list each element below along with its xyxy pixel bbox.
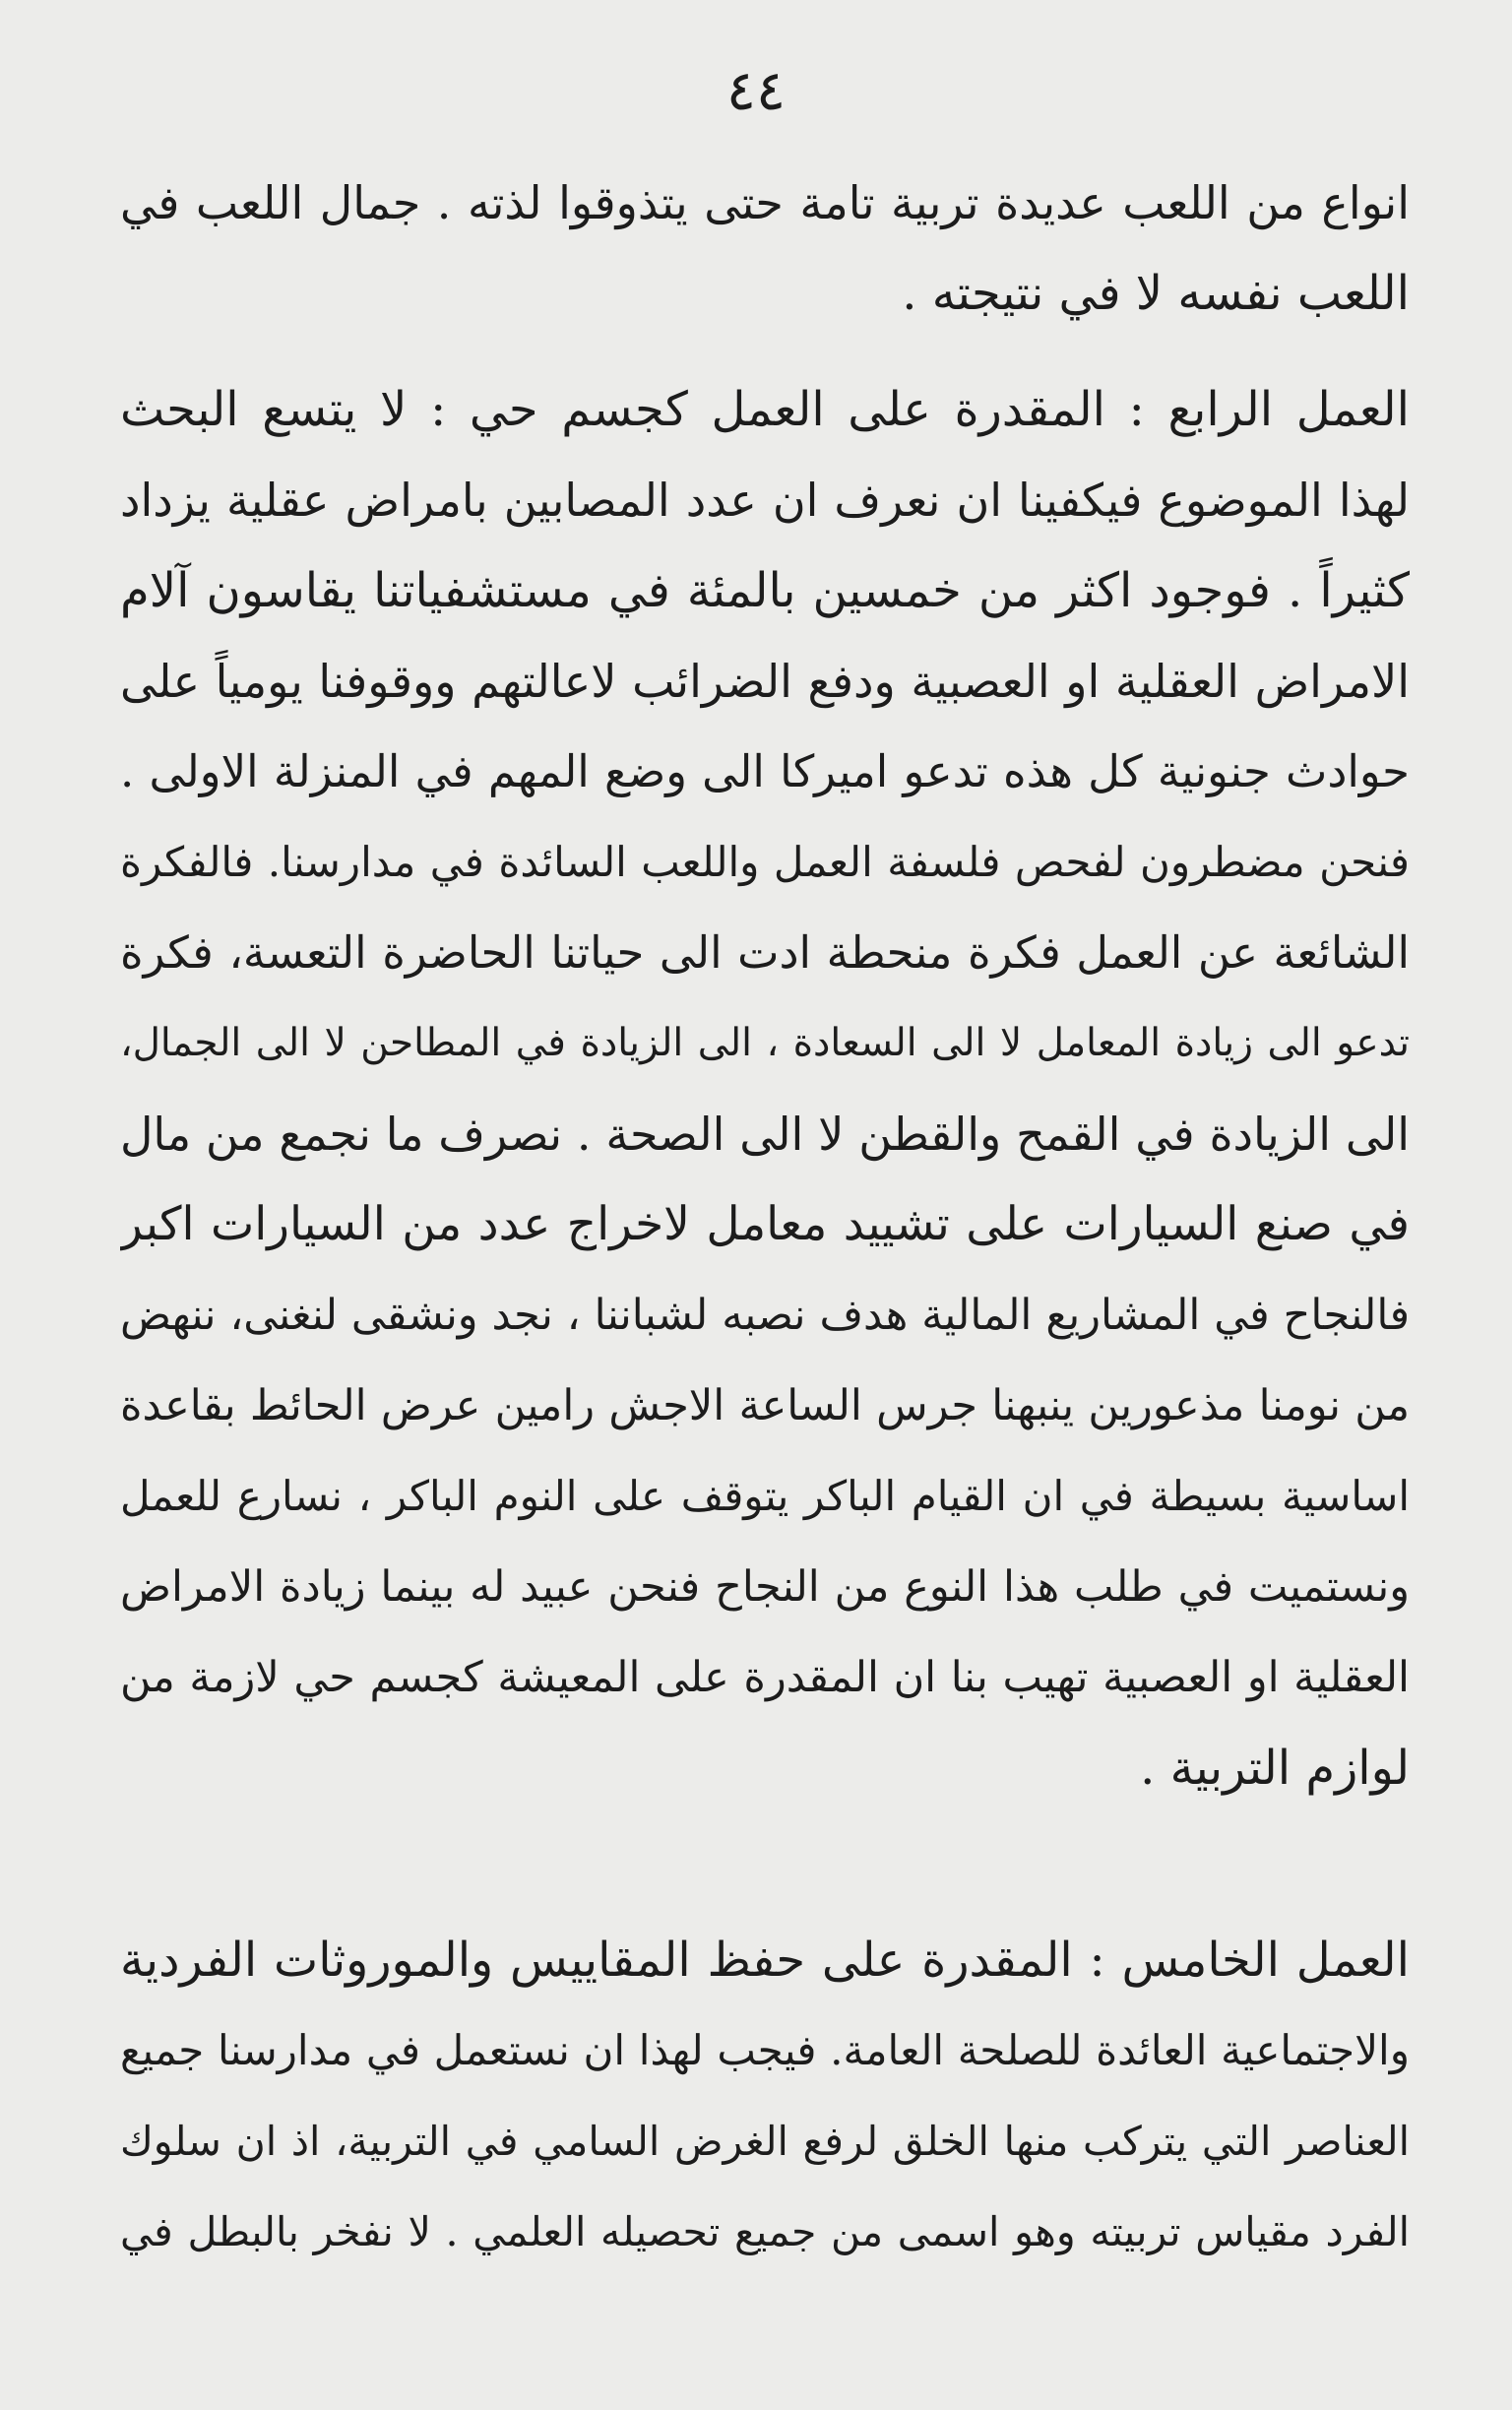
text-line: من نومنا مذعورين ينبهنا جرس الساعة الاجش رامين عرض الحائط بقاعدة: [120, 1381, 1410, 1430]
text-line: لهذا الموضوع فيكفينا ان نعرف ان عدد المصابين بامراض عقلية يزداد: [120, 474, 1410, 527]
paragraph-fifth-aim: [120, 1915, 1410, 2277]
text-line: تدعو الى زيادة المعامل لا الى السعادة ، الى الزيادة في المطاحن لا الى الجمال،: [120, 1021, 1410, 1065]
text-line: كثيراً . فوجود اكثر من خمسين بالمئة في مستشفياتنا يقاسون آلام: [120, 563, 1410, 618]
page-number: ٤٤: [725, 59, 787, 123]
text-line: والاجتماعية العائدة للصلحة العامة. فيجب لهذا ان نستعمل في مدارسنا جميع: [120, 2026, 1410, 2074]
text-line: ونستميت في طلب هذا النوع من النجاح فنحن عبيد له بينما زيادة الامراض: [120, 1562, 1410, 1612]
text-line: انواع من اللعب عديدة تربية تامة حتى يتذوقوا لذته . جمال اللعب في: [120, 176, 1410, 229]
paragraph-fourth-aim: [120, 364, 1410, 1813]
text-line: في صنع السيارات على تشييد معامل لاخراج عدد من السيارات اكبر: [120, 1197, 1410, 1251]
text-line: حوادث جنونية كل هذه تدعو اميركا الى وضع المهم في المنزلة الاولى .: [120, 745, 1410, 797]
paragraph-continued: [120, 158, 1410, 339]
text-line: اللعب نفسه لا في نتيجته .: [902, 266, 1410, 321]
text-line: العمل الخامس : المقدرة على حفظ المقاييس والموروثات الفردية: [120, 1933, 1410, 1988]
text-line: اساسية بسيطة في ان القيام الباكر يتوقف على النوم الباكر ، نسارع للعمل: [120, 1472, 1410, 1520]
text-line: العناصر التي يتركب منها الخلق لرفع الغرض السامي في التربية، اذ ان سلوك: [120, 2118, 1410, 2165]
text-line: الشائعة عن العمل فكرة منحطة ادت الى حياتنا الحاضرة التعسة، فكرة: [120, 926, 1410, 979]
text-line: العقلية او العصبية تهيب بنا ان المقدرة على المعيشة كجسم حي لازمة من: [120, 1653, 1410, 1702]
text-line: فالنجاح في المشاريع المالية هدف نصبه لشباننا ، نجد ونشقى لنغنى، ننهض: [120, 1291, 1410, 1340]
text-line: الفرد مقياس تربيته وهو اسمى من جميع تحصيله العلمي . لا نفخر بالبطل في: [120, 2208, 1410, 2255]
text-line: العمل الرابع : المقدرة على العمل كجسم حي : لا يتسع البحث: [120, 382, 1410, 437]
text-line: فنحن مضطرون لفحص فلسفة العمل واللعب السائدة في مدارسنا. فالفكرة: [120, 838, 1410, 886]
text-line: الى الزيادة في القمح والقطن لا الى الصحة . نصرف ما نجمع من مال: [120, 1108, 1410, 1161]
text-line: الامراض العقلية او العصبية ودفع الضرائب لاعالتهم ووقوفنا يومياً على: [120, 655, 1410, 708]
text-line: لوازم التربية .: [1140, 1741, 1410, 1796]
